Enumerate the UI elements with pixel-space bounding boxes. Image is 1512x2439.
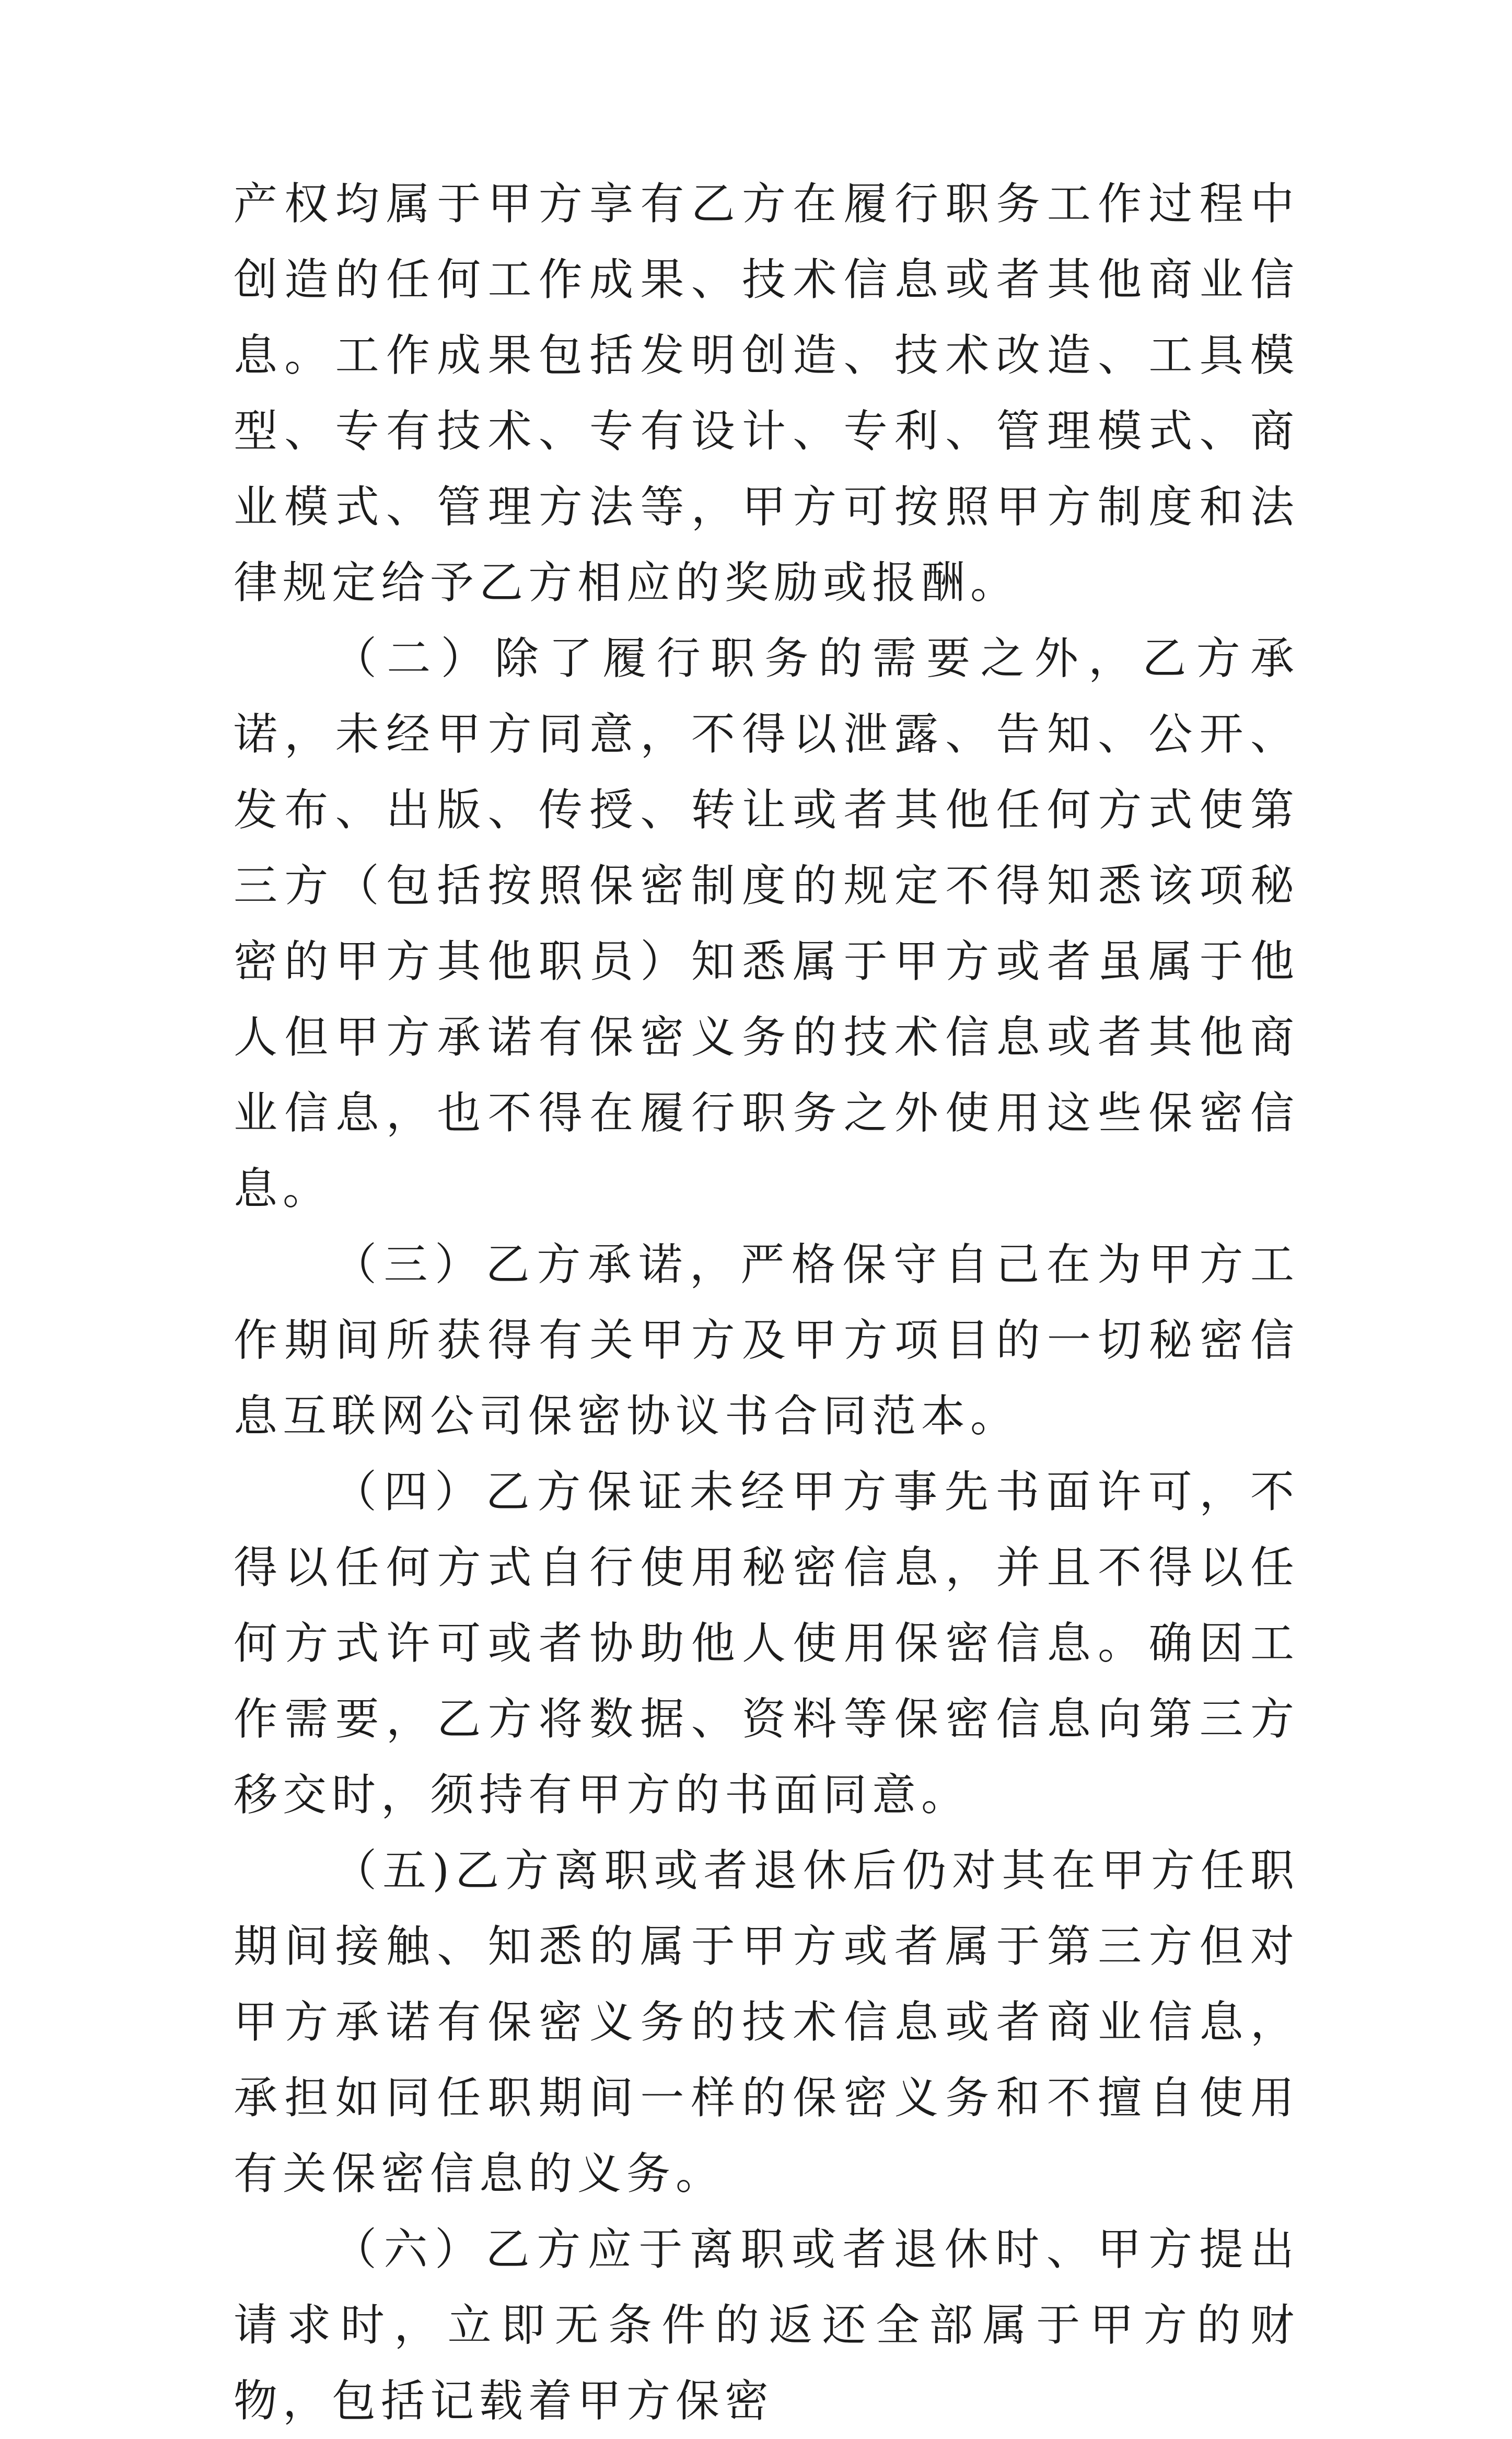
paragraph-clause-2: （二）除了履行职务的需要之外，乙方承诺，未经甲方同意，不得以泄露、告知、公开、发布、出版、传授、转让或者其他任何方式使第三方（包括按照保密制度的规定不得知悉该项秘密的甲方其他职员）知悉属于甲方或者虽属于他人但甲方承诺有保密义务的技术信息或者其他商业信息，也不得在履行职务之外使用这些保密信息。 (234, 633, 1299, 1214)
paragraph-clause-6: （六）乙方应于离职或者退休时、甲方提出请求时，立即无条件的返还全部属于甲方的财物，包括记载着甲方保密 (234, 2224, 1299, 2426)
paragraph-ip-ownership: 产权均属于甲方享有乙方在履行职务工作过程中创造的任何工作成果、技术信息或者其他商业信息。工作成果包括发明创造、技术改造、工具模型、专有技术、专有设计、专利、管理模式、商业模式、管理方法等，甲方可按照甲方制度和法律规定给予乙方相应的奖励或报酬。 (234, 178, 1299, 608)
document-body (234, 166, 1299, 2439)
paragraph-clause-4: （四）乙方保证未经甲方事先书面许可，不得以任何方式自行使用秘密信息，并且不得以任何方式许可或者协助他人使用保密信息。确因工作需要，乙方将数据、资料等保密信息向第三方移交时，须持有甲方的书面同意。 (234, 1466, 1299, 1820)
paragraph-clause-3: （三）乙方承诺，严格保守自己在为甲方工作期间所获得有关甲方及甲方项目的一切秘密信息互联网公司保密协议书合同范本。 (234, 1239, 1299, 1442)
paragraph-clause-5: （五)乙方离职或者退休后仍对其在甲方任职期间接触、知悉的属于甲方或者属于第三方但对甲方承诺有保密义务的技术信息或者商业信息，承担如同任职期间一样的保密义务和不擅自使用有关保密信息的义务。 (234, 1845, 1299, 2199)
